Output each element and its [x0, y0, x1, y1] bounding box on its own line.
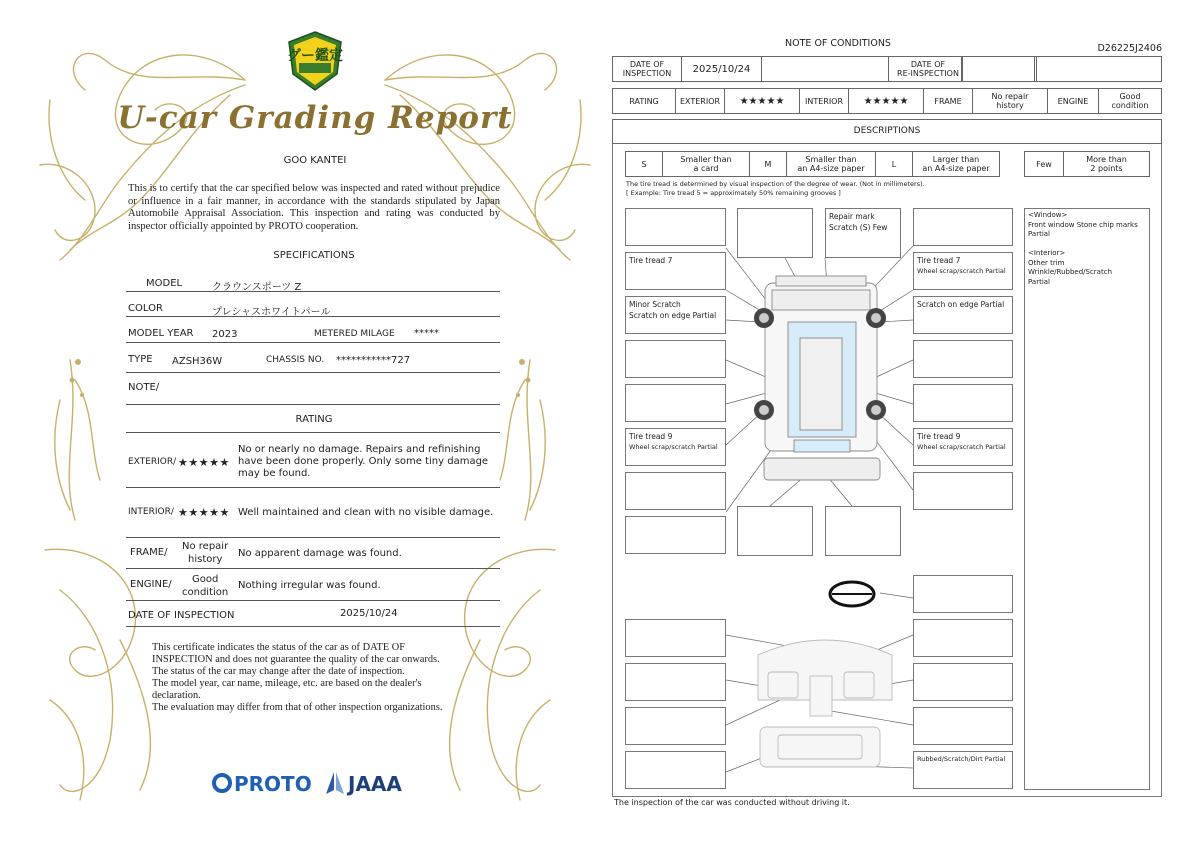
note-box-left-scratch: Minor Scratch Scratch on edge Partial [625, 296, 726, 334]
note-box-front-left-tire: Tire tread 7 [625, 252, 726, 290]
chassis-value: ***********727 [336, 355, 411, 366]
note-box-right-5 [913, 384, 1013, 422]
frame-description: No apparent damage was found. [238, 548, 402, 559]
note-box-right-scratch: Scratch on edge Partial [913, 296, 1013, 334]
footer-line: This certificate indicates the status of the car as of DATE OF [152, 642, 406, 653]
note-box-left-8 [625, 516, 726, 554]
note-box-interior-left-1 [625, 619, 726, 657]
interior-label: INTERIOR [799, 88, 849, 114]
note-box-repair-mark: Repair mark Scratch (S) Few [825, 208, 901, 258]
note-title: NOTE OF CONDITIONS [785, 38, 891, 49]
side-note-line [1028, 240, 1146, 250]
note-box-bottom-1 [737, 506, 813, 556]
date-of-inspection-value: 2025/10/24 [681, 56, 762, 82]
footer-line: The model year, car name, mileage, etc. are based on the dealer's [152, 677, 422, 689]
goo-kantei-badge [287, 30, 343, 92]
note-box-top-1 [737, 208, 813, 258]
note-box-steering [913, 575, 1013, 613]
interior-description: Well maintained and clean with no visible damage. [238, 507, 494, 518]
note-box-front-right-tire: Tire tread 7 Wheel scrap/scratch Partial [913, 252, 1013, 290]
certificate-title: U-car Grading Report [117, 100, 513, 136]
tread-note-line1: The tire tread is determined by visual inspection of the degree of wear. (Not in millimeters). [626, 180, 925, 188]
note-box-interior-right-2 [913, 663, 1013, 701]
footer-line: INSPECTION and does not guarantee the quality of the car onwards. [152, 653, 440, 665]
metered-milage-value: ***** [414, 328, 439, 339]
note-code: D26225J2406 [1097, 43, 1162, 54]
engine-value-line1: Good [192, 574, 219, 585]
side-note-line: Partial [1028, 230, 1050, 238]
note-box-left-1 [625, 208, 726, 246]
note-box-rear-seat: Rubbed/Scratch/Dirt Partial [913, 751, 1013, 789]
exterior-label: EXTERIOR [675, 88, 725, 114]
side-note-line: Partial [1028, 277, 1050, 286]
note-box-interior-right-3 [913, 707, 1013, 745]
descriptions-heading: DESCRIPTIONS [612, 119, 1162, 144]
legend-m-desc: Smaller than an A4-size paper [786, 151, 876, 177]
model-label: MODEL [146, 278, 183, 289]
engine-label: ENGINE/ [130, 579, 172, 590]
rating-row-interior [126, 488, 500, 538]
color-label: COLOR [128, 303, 163, 314]
frame-value-line1: No repair [182, 541, 229, 552]
certificate-intro: This is to certify that the car specified below was inspected and rated without prejudice or influence in a fair manner, in accordance with the standards stipulated by Japan Automobile Appraisal Association. This inspection and rating was conducted by inspector officially appointed by PROTO cooperation. [128, 183, 500, 232]
legend-few-desc: More than 2 points [1063, 151, 1150, 177]
legend-few: Few [1024, 151, 1064, 177]
type-value: AZSH36W [172, 356, 223, 367]
side-note-line: Other trim [1028, 258, 1065, 267]
interior-stars: ★★★★★ [178, 506, 230, 519]
inspection-date-label: DATE OF INSPECTION [128, 610, 235, 621]
side-note-line: Front window Stone chip marks [1028, 220, 1138, 229]
footer-line: The status of the car may change after the date of inspection. [152, 665, 405, 677]
spec-row-note [126, 373, 500, 405]
interior-label: INTERIOR/ [128, 507, 174, 517]
side-note-line: <Window> [1028, 211, 1068, 219]
frame-value: No repair history [972, 88, 1048, 114]
engine-value-line2: condition [182, 587, 229, 598]
jaaa-logo-text: JAAA [348, 772, 402, 796]
legend-l: L [875, 151, 913, 177]
certificate-footer [152, 642, 492, 713]
frame-value-line2: history [188, 554, 223, 565]
note-box-bottom-2 [825, 506, 901, 556]
note-box-left-4 [625, 340, 726, 378]
spec-row-model-year [126, 317, 500, 343]
frame-label: FRAME/ [130, 547, 168, 558]
legend-l-desc: Larger than an A4-size paper [912, 151, 1000, 177]
date-of-inspection-label: DATE OF INSPECTION [612, 56, 682, 82]
legend-s: S [625, 151, 663, 177]
spec-row-type [126, 343, 500, 373]
side-note-line: <Interior> [1028, 249, 1066, 257]
date-of-reinspection-label: DATE OF RE-INSPECTION [897, 60, 959, 78]
side-note-line: Wrinkle/Rubbed/Scratch [1028, 268, 1112, 276]
rating-row-date [126, 601, 500, 627]
tread-note-line2: [ Example: Tire tread 5 = approximately 50% remaining grooves ] [626, 189, 841, 197]
model-value: クラウンスポーツ Z [212, 282, 302, 293]
note-box-right-1 [913, 208, 1013, 246]
certificate-subtitle: GOO KANTEI [283, 155, 347, 166]
spec-row-color [126, 292, 500, 317]
note-box-rear-left-tire: Tire tread 9 Wheel scrap/scratch Partial [625, 428, 726, 466]
note-box-rear-right-tire: Tire tread 9 Wheel scrap/scratch Partial [913, 428, 1013, 466]
footer-line: declaration. [152, 689, 201, 701]
sponsor-logos [212, 768, 412, 798]
exterior-description: No or nearly no damage. Repairs and refinishing have been done properly. Only some tiny damage may be found. [238, 444, 489, 479]
rating-row-engine [126, 569, 500, 601]
proto-logo-icon [214, 775, 230, 791]
spec-row-model [126, 268, 500, 292]
engine-description: Nothing irregular was found. [238, 580, 381, 591]
legend-m: M [749, 151, 787, 177]
note-box-right-7 [913, 472, 1013, 510]
proto-logo-text: PROTO [234, 772, 312, 796]
note-box-right-4 [913, 340, 1013, 378]
metered-milage-label: METERED MILAGE [314, 329, 395, 339]
exterior-stars: ★★★★★ [724, 88, 800, 114]
note-label: NOTE/ [128, 382, 160, 393]
chassis-label: CHASSIS NO. [266, 355, 325, 365]
footer-line: The evaluation may differ from that of other inspection organizations. [152, 701, 443, 713]
frame-label: FRAME [923, 88, 973, 114]
note-box-interior-left-2 [625, 663, 726, 701]
note-box-interior-right-1 [913, 619, 1013, 657]
interior-stars: ★★★★★ [848, 88, 924, 114]
rating-label: RATING [612, 88, 676, 114]
type-label: TYPE [128, 354, 153, 365]
exterior-stars: ★★★★★ [178, 456, 230, 469]
note-of-conditions [600, 0, 1200, 848]
note-box-interior-left-3 [625, 707, 726, 745]
model-year-label: MODEL YEAR [128, 328, 194, 339]
exterior-label: EXTERIOR/ [128, 457, 177, 467]
side-notes [1024, 208, 1150, 790]
jaaa-logo-icon [326, 772, 334, 794]
note-footer: The inspection of the car was conducted without driving it. [614, 798, 850, 807]
engine-value: Good condition [1098, 88, 1162, 114]
legend-s-desc: Smaller than a card [662, 151, 750, 177]
badge-mark: グー鑑定 [287, 48, 343, 64]
rating-row-exterior [126, 432, 500, 488]
engine-label: ENGINE [1047, 88, 1099, 114]
inspection-date-value: 2025/10/24 [340, 608, 398, 619]
note-box-interior-left-4 [625, 751, 726, 789]
note-box-left-5 [625, 384, 726, 422]
model-year-value: 2023 [212, 329, 238, 340]
note-box-left-7 [625, 472, 726, 510]
color-value: プレシャスホワイトパール [212, 307, 331, 318]
rating-row-frame [126, 538, 500, 569]
specifications-heading: SPECIFICATIONS [273, 250, 355, 261]
rating-heading: RATING [295, 414, 333, 425]
